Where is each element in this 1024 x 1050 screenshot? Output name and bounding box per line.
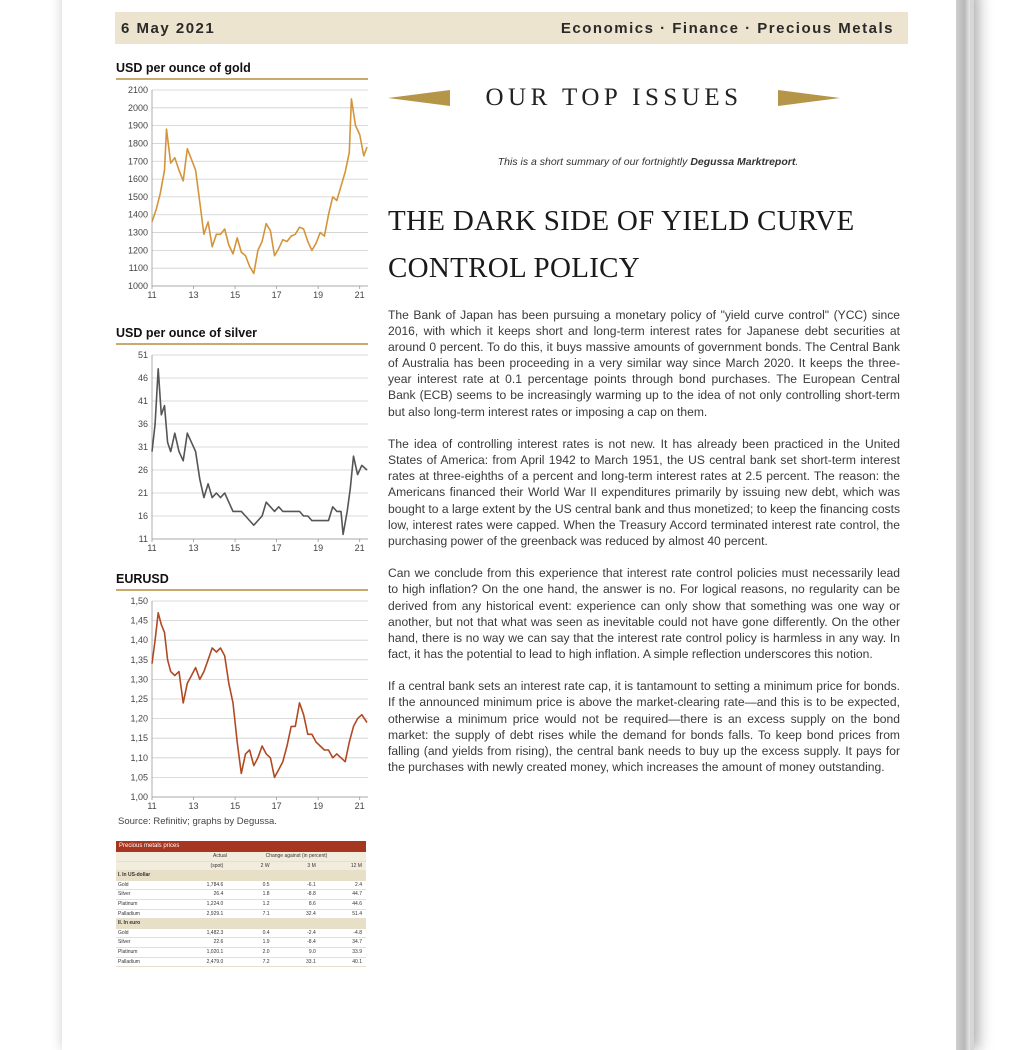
table-cell: 26.4 [213,891,224,898]
table-cell: 1,482.3 [206,929,224,936]
y-tick-label: 51 [137,350,148,360]
x-tick-label: 17 [271,801,282,811]
price-series-line [152,99,367,274]
y-tick-label: 1,30 [130,674,148,685]
table-colhead-2 [116,862,366,872]
table-row [116,900,366,910]
y-tick-label: 1700 [127,156,148,167]
issue-date: 6 May 2021 [121,19,216,37]
y-tick-label: 1300 [127,227,148,238]
header-bar [115,12,908,44]
y-tick-label: 1,00 [130,792,148,802]
x-tick-label: 13 [188,543,199,553]
y-tick-label: 1100 [128,263,148,274]
x-tick-label: 15 [230,801,241,811]
table-row [116,890,366,900]
table-row [116,910,366,920]
table-cell: 33.1 [306,958,316,965]
silver-price-chart [112,347,370,557]
table-cell: 1.2 [262,900,270,907]
y-tick-label: 16 [137,511,148,521]
x-tick-label: 21 [354,290,365,300]
x-tick-label: 11 [147,290,157,300]
top-issues-banner [388,80,840,116]
table-cell: -8.8 [307,891,316,898]
eurusd-chart [112,593,370,815]
section-tags: Economics · Finance · Precious Metals [560,19,894,37]
x-tick-label: 11 [147,543,157,553]
table-cell: 2.0 [262,948,270,955]
metal-name: Silver [118,891,131,898]
table-cell: 44.6 [352,900,362,907]
table-cell: 1,224.0 [206,900,224,907]
table-cell: 0.4 [262,929,270,936]
table-rows-usd [116,881,366,919]
metal-name: Platinum [118,900,138,907]
x-tick-label: 13 [188,290,199,300]
col-p1: 2 W [260,862,270,869]
x-tick-label: 15 [230,290,241,300]
y-tick-label: 21 [137,488,148,498]
y-tick-label: 46 [137,373,148,383]
x-tick-label: 17 [271,290,282,300]
price-series-line [152,613,367,778]
y-tick-label: 1,50 [130,596,148,606]
summary-note: This is a short summary of our fortnightly Degussa Marktreport. [497,156,799,168]
table-cell: 51.4 [352,910,362,917]
table-cell: 2.4 [355,881,362,888]
table-row [116,958,366,968]
paragraph-1: The Bank of Japan has been pursuing a monetary policy of "yield curve control" (YCC) since 2016, with which it keeps short and long-term interest rates for Japanese debt securities at around 0 percent. To do this, it buys massive amounts of government bonds. The Central Bank of Australia has been proceeding in a very similar way since March 2020. It keeps the three-year interest rate at 0.1 percentage points through bond purchases. The European Central Bank (ECB) seems to be increasingly warming up to the idea of not only controlling short-term but also long-term interest rates or imposing a cap on them. [388,308,900,419]
y-tick-label: 1,25 [130,694,148,704]
x-tick-label: 11 [147,801,157,811]
col-actual: Actual [212,853,227,859]
page-edge [956,0,970,1050]
table-cell: 34.7 [352,939,362,946]
article-body [388,307,900,791]
table-cell: -2.4 [307,929,316,936]
gold-chart-title: USD per ounce of gold [116,61,251,75]
table-cell: 32.4 [306,910,316,917]
table-row [116,929,366,939]
table-section-eur: II. In euro [116,919,366,929]
article-headline: THE DARK SIDE OF YIELD CURVE CONTROL POLICY [388,205,855,284]
table-cell: 2,929.1 [206,910,224,917]
table-cell: 1.8 [262,891,270,898]
table-title: Precious metals prices [116,841,366,852]
table-row [116,881,366,891]
y-tick-label: 1,05 [130,772,148,783]
metal-name: Palladium [118,958,140,965]
x-tick-label: 13 [188,801,199,811]
table-cell: -8.4 [307,939,316,946]
y-tick-label: 1000 [127,281,148,291]
col-change: Change against (in percent) [265,853,328,859]
arrow-left-icon [388,90,450,106]
x-tick-label: 17 [271,543,282,553]
x-tick-label: 21 [354,543,365,553]
gold-price-chart [112,82,370,304]
y-tick-label: 26 [137,465,148,475]
paragraph-3: Can we conclude from this experience that interest rate control policies must necessarily lead to high inflation? On the one hand, the answer is no. For logical reasons, no regularity can be derived from any historical event: experience can only show that something was one way or another, but not that what was seen as inevitable could not have gone differently. On the other hand, there is no way we can say that the interest rate control policy is harmless in any way. In fact, it has the potential to lead to high inflation. A simple reflection underscores this notion. [388,566,900,661]
table-cell: 9.0 [308,948,316,955]
chart-source-note: Source: Refinitiv; graphs by Degussa. [118,816,277,827]
gold-chart-rule [116,78,368,80]
y-tick-label: 1400 [127,209,148,220]
table-row [116,938,366,948]
x-tick-label: 15 [230,543,241,553]
table-cell: 7.1 [262,910,270,917]
y-tick-label: 1900 [127,120,148,131]
table-cell: 33.9 [352,948,362,955]
silver-chart-rule [116,343,368,345]
table-cell: -4.8 [353,929,362,936]
table-cell: 1.9 [262,939,270,946]
silver-chart-title: USD per ounce of silver [116,326,258,340]
table-cell: 1,784.6 [206,881,224,888]
table-section-usd: I. In US-dollar [116,871,366,881]
paragraph-4: If a central bank sets an interest rate cap, it is tantamount to setting a minimum price for bonds. If the announced minimum price is above the market-clearing rate—and this is to be expected, otherwise a minimum price would not be required—there is an excess supply on the bond market: the supply of debt rises while the demand for bonds falls. To keep bond prices from falling (and yields from rising), the central bank needs to buy up the excess supply. It pays for the purchases with newly created money, which increases the amount of money outstanding. [388,679,900,774]
table-cell: -6.1 [307,881,316,888]
metal-name: Silver [118,939,131,946]
y-tick-label: 2100 [127,85,148,95]
table-rows-eur [116,929,366,967]
table-cell: 44.7 [352,891,362,898]
y-tick-label: 31 [137,442,148,452]
eurusd-chart-title: EURUSD [116,572,169,586]
paragraph-2: The idea of controlling interest rates is not new. It has already been practiced in the United States of America: from April 1942 to March 1951, the US central bank set short-term interest rates at three-eighths of a percent and long-term interest rates at 2.5 percent. The reason: the Americans financed their World War II expenditures primarily by issuing new debt, which was bought to a large extent by the US central bank and thus monetized; to keep the financing costs low, interest rates were capped. When the Treasury Accord terminated interest rate control, the purchasing power of the greenback was reduced by almost 40 percent. [388,437,900,548]
metal-name: Gold [118,929,129,936]
metal-name: Platinum [118,948,138,955]
table-row [116,948,366,958]
y-tick-label: 2000 [127,102,148,113]
table-cell: 0.5 [262,881,270,888]
table-cell: 1,020.1 [206,948,224,955]
y-tick-label: 1,20 [130,713,148,724]
col-spot: (spot) [210,862,224,869]
table-colhead [116,852,366,862]
eurusd-chart-rule [116,589,368,591]
y-tick-label: 1,15 [130,733,148,744]
y-tick-label: 1,45 [130,615,148,626]
precious-metals-table [116,841,366,967]
y-tick-label: 1,40 [130,635,148,646]
y-tick-label: 1,35 [130,654,148,665]
col-p2: 3 M [307,862,316,869]
metal-name: Palladium [118,910,140,917]
metal-name: Gold [118,881,129,888]
table-cell: 8.6 [308,900,316,907]
publication-name: Degussa Marktreport [690,156,796,168]
y-tick-label: 1800 [127,138,148,149]
x-tick-label: 19 [313,801,324,811]
x-tick-label: 19 [313,543,324,553]
col-p3: 12 M [350,862,362,869]
table-cell: 40.1 [352,958,362,965]
table-cell: 2,479.0 [206,958,224,965]
y-tick-label: 1200 [127,245,148,256]
y-tick-label: 41 [137,396,148,406]
y-tick-label: 1500 [127,191,148,202]
x-tick-label: 21 [354,801,365,811]
section-label: OUR TOP ISSUES [485,84,743,111]
y-tick-label: 36 [137,419,148,429]
price-series-line [152,369,367,535]
table-cell: 7.2 [262,958,270,965]
y-tick-label: 1600 [127,174,148,185]
y-tick-label: 1,10 [130,752,148,763]
x-tick-label: 19 [313,290,324,300]
arrow-right-icon [778,90,840,106]
y-tick-label: 11 [138,534,148,544]
table-cell: 22.6 [213,939,224,946]
